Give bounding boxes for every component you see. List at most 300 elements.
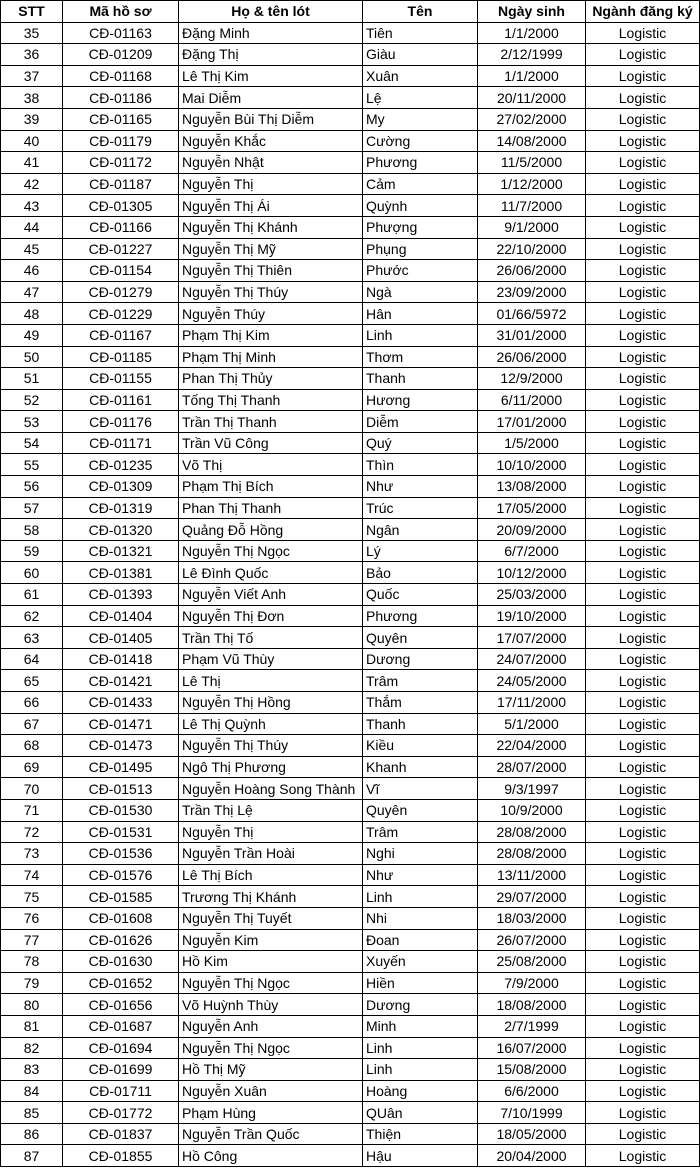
- cell-surname: Nguyễn Thị Ngọc: [179, 540, 363, 562]
- cell-birth-date: 19/10/2000: [478, 605, 586, 627]
- cell-birth-date: 1/5/2000: [478, 432, 586, 454]
- cell-stt: 84: [1, 1080, 63, 1102]
- cell-major: Logistic: [586, 303, 700, 325]
- cell-record-code: CĐ-01154: [63, 260, 179, 282]
- cell-major: Logistic: [586, 238, 700, 260]
- header-stt: STT: [1, 1, 63, 23]
- cell-birth-date: 26/06/2000: [478, 346, 586, 368]
- cell-record-code: CĐ-01187: [63, 173, 179, 195]
- cell-birth-date: 28/08/2000: [478, 821, 586, 843]
- cell-major: Logistic: [586, 929, 700, 951]
- cell-birth-date: 20/04/2000: [478, 1145, 586, 1167]
- cell-surname: Ngô Thị Phương: [179, 756, 363, 778]
- cell-surname: Lê Thị Bích: [179, 864, 363, 886]
- cell-birth-date: 23/09/2000: [478, 281, 586, 303]
- table-row: [1, 519, 700, 541]
- cell-major: Logistic: [586, 454, 700, 476]
- cell-surname: Nguyễn Thị Thiên: [179, 260, 363, 282]
- cell-birth-date: 6/6/2000: [478, 1080, 586, 1102]
- cell-first-name: My: [363, 108, 478, 130]
- cell-surname: Nguyễn Thị: [179, 821, 363, 843]
- cell-major: Logistic: [586, 1015, 700, 1037]
- cell-birth-date: 12/9/2000: [478, 368, 586, 390]
- cell-stt: 39: [1, 108, 63, 130]
- cell-birth-date: 11/7/2000: [478, 195, 586, 217]
- cell-record-code: CĐ-01536: [63, 843, 179, 865]
- cell-stt: 86: [1, 1123, 63, 1145]
- cell-record-code: CĐ-01172: [63, 152, 179, 174]
- cell-birth-date: 10/9/2000: [478, 799, 586, 821]
- cell-stt: 48: [1, 303, 63, 325]
- cell-surname: Đặng Minh: [179, 22, 363, 44]
- table-row: [1, 951, 700, 973]
- cell-record-code: CĐ-01699: [63, 1059, 179, 1081]
- cell-surname: Nguyễn Thị Ái: [179, 195, 363, 217]
- table-row: [1, 432, 700, 454]
- table-row: [1, 1080, 700, 1102]
- cell-birth-date: 28/08/2000: [478, 843, 586, 865]
- cell-first-name: Minh: [363, 1015, 478, 1037]
- table-row: [1, 994, 700, 1016]
- table-row: [1, 864, 700, 886]
- cell-major: Logistic: [586, 44, 700, 66]
- cell-surname: Nguyễn Thị Thúy: [179, 281, 363, 303]
- cell-surname: Quảng Đỗ Hồng: [179, 519, 363, 541]
- cell-first-name: Hân: [363, 303, 478, 325]
- cell-major: Logistic: [586, 432, 700, 454]
- cell-first-name: Linh: [363, 1059, 478, 1081]
- cell-stt: 64: [1, 648, 63, 670]
- cell-major: Logistic: [586, 605, 700, 627]
- cell-major: Logistic: [586, 1145, 700, 1167]
- cell-stt: 80: [1, 994, 63, 1016]
- cell-surname: Nguyễn Xuân: [179, 1080, 363, 1102]
- cell-stt: 60: [1, 562, 63, 584]
- cell-first-name: Lý: [363, 540, 478, 562]
- table-row: [1, 627, 700, 649]
- table-row: [1, 281, 700, 303]
- cell-major: Logistic: [586, 22, 700, 44]
- cell-surname: Nguyễn Trần Hoài: [179, 843, 363, 865]
- cell-major: Logistic: [586, 389, 700, 411]
- cell-birth-date: 6/7/2000: [478, 540, 586, 562]
- cell-birth-date: 17/01/2000: [478, 411, 586, 433]
- cell-record-code: CĐ-01495: [63, 756, 179, 778]
- table-row: [1, 324, 700, 346]
- cell-first-name: Giàu: [363, 44, 478, 66]
- cell-major: Logistic: [586, 260, 700, 282]
- cell-first-name: Xuyến: [363, 951, 478, 973]
- cell-record-code: CĐ-01433: [63, 692, 179, 714]
- cell-birth-date: 28/07/2000: [478, 756, 586, 778]
- cell-record-code: CĐ-01471: [63, 713, 179, 735]
- table-row: [1, 87, 700, 109]
- cell-birth-date: 13/11/2000: [478, 864, 586, 886]
- cell-major: Logistic: [586, 562, 700, 584]
- cell-major: Logistic: [586, 584, 700, 606]
- cell-record-code: CĐ-01626: [63, 929, 179, 951]
- cell-record-code: CĐ-01393: [63, 584, 179, 606]
- cell-stt: 79: [1, 972, 63, 994]
- cell-surname: Phạm Vũ Thùy: [179, 648, 363, 670]
- cell-surname: Phạm Thị Minh: [179, 346, 363, 368]
- cell-stt: 43: [1, 195, 63, 217]
- cell-record-code: CĐ-01171: [63, 432, 179, 454]
- cell-surname: Hồ Kim: [179, 951, 363, 973]
- cell-stt: 69: [1, 756, 63, 778]
- cell-record-code: CĐ-01166: [63, 216, 179, 238]
- cell-first-name: Thơm: [363, 346, 478, 368]
- cell-stt: 41: [1, 152, 63, 174]
- cell-surname: Nguyễn Thị Mỹ: [179, 238, 363, 260]
- cell-birth-date: 2/7/1999: [478, 1015, 586, 1037]
- cell-major: Logistic: [586, 476, 700, 498]
- cell-surname: Lê Thị Quỳnh: [179, 713, 363, 735]
- cell-major: Logistic: [586, 281, 700, 303]
- cell-birth-date: 26/06/2000: [478, 260, 586, 282]
- cell-first-name: Tiên: [363, 22, 478, 44]
- cell-first-name: Quỳnh: [363, 195, 478, 217]
- cell-record-code: CĐ-01229: [63, 303, 179, 325]
- table-row: [1, 1123, 700, 1145]
- cell-first-name: Cường: [363, 130, 478, 152]
- cell-stt: 50: [1, 346, 63, 368]
- table-row: [1, 605, 700, 627]
- cell-record-code: CĐ-01319: [63, 497, 179, 519]
- cell-first-name: Trúc: [363, 497, 478, 519]
- cell-record-code: CĐ-01404: [63, 605, 179, 627]
- cell-first-name: Quý: [363, 432, 478, 454]
- cell-surname: Nguyễn Thị Ngọc: [179, 1037, 363, 1059]
- cell-stt: 67: [1, 713, 63, 735]
- cell-first-name: Quyên: [363, 799, 478, 821]
- cell-first-name: Thắm: [363, 692, 478, 714]
- cell-major: Logistic: [586, 152, 700, 174]
- cell-birth-date: 9/1/2000: [478, 216, 586, 238]
- cell-birth-date: 1/1/2000: [478, 22, 586, 44]
- header-record-code: Mã hồ sơ: [63, 1, 179, 23]
- table-row: [1, 584, 700, 606]
- cell-stt: 54: [1, 432, 63, 454]
- cell-stt: 36: [1, 44, 63, 66]
- cell-first-name: Quyên: [363, 627, 478, 649]
- cell-birth-date: 25/03/2000: [478, 584, 586, 606]
- cell-major: Logistic: [586, 87, 700, 109]
- table-row: [1, 799, 700, 821]
- cell-stt: 56: [1, 476, 63, 498]
- cell-birth-date: 20/09/2000: [478, 519, 586, 541]
- table-row: [1, 476, 700, 498]
- cell-surname: Nguyễn Thị Hồng: [179, 692, 363, 714]
- table-row: [1, 411, 700, 433]
- cell-stt: 38: [1, 87, 63, 109]
- table-row: [1, 238, 700, 260]
- cell-stt: 40: [1, 130, 63, 152]
- cell-first-name: Hoàng: [363, 1080, 478, 1102]
- cell-first-name: Phương: [363, 152, 478, 174]
- cell-surname: Trần Thị Thanh: [179, 411, 363, 433]
- cell-first-name: Vĩ: [363, 778, 478, 800]
- cell-surname: Nguyễn Kim: [179, 929, 363, 951]
- cell-major: Logistic: [586, 519, 700, 541]
- cell-surname: Nguyễn Thị Thúy: [179, 735, 363, 757]
- cell-first-name: Kiều: [363, 735, 478, 757]
- cell-birth-date: 17/11/2000: [478, 692, 586, 714]
- cell-birth-date: 17/05/2000: [478, 497, 586, 519]
- cell-major: Logistic: [586, 735, 700, 757]
- cell-birth-date: 15/08/2000: [478, 1059, 586, 1081]
- cell-birth-date: 10/10/2000: [478, 454, 586, 476]
- table-row: [1, 692, 700, 714]
- cell-major: Logistic: [586, 692, 700, 714]
- cell-record-code: CĐ-01176: [63, 411, 179, 433]
- cell-surname: Nguyễn Thúy: [179, 303, 363, 325]
- cell-birth-date: 5/1/2000: [478, 713, 586, 735]
- cell-first-name: Hương: [363, 389, 478, 411]
- cell-stt: 44: [1, 216, 63, 238]
- cell-stt: 87: [1, 1145, 63, 1167]
- cell-birth-date: 14/08/2000: [478, 130, 586, 152]
- cell-surname: Nguyễn Thị: [179, 173, 363, 195]
- cell-major: Logistic: [586, 173, 700, 195]
- cell-birth-date: 2/12/1999: [478, 44, 586, 66]
- table-row: [1, 216, 700, 238]
- cell-birth-date: 27/02/2000: [478, 108, 586, 130]
- cell-stt: 68: [1, 735, 63, 757]
- cell-record-code: CĐ-01161: [63, 389, 179, 411]
- cell-stt: 49: [1, 324, 63, 346]
- cell-birth-date: 10/12/2000: [478, 562, 586, 584]
- cell-major: Logistic: [586, 540, 700, 562]
- cell-stt: 83: [1, 1059, 63, 1081]
- cell-record-code: CĐ-01405: [63, 627, 179, 649]
- cell-major: Logistic: [586, 907, 700, 929]
- cell-record-code: CĐ-01279: [63, 281, 179, 303]
- cell-first-name: Ngà: [363, 281, 478, 303]
- cell-major: Logistic: [586, 108, 700, 130]
- cell-surname: Phan Thị Thủy: [179, 368, 363, 390]
- cell-record-code: CĐ-01418: [63, 648, 179, 670]
- cell-major: Logistic: [586, 627, 700, 649]
- cell-surname: Hồ Thị Mỹ: [179, 1059, 363, 1081]
- table-row: [1, 670, 700, 692]
- cell-major: Logistic: [586, 1037, 700, 1059]
- cell-stt: 65: [1, 670, 63, 692]
- cell-surname: Phạm Thị Bích: [179, 476, 363, 498]
- header-surname: Họ & tên lót: [179, 1, 363, 23]
- cell-record-code: CĐ-01687: [63, 1015, 179, 1037]
- cell-birth-date: 29/07/2000: [478, 886, 586, 908]
- cell-record-code: CĐ-01227: [63, 238, 179, 260]
- cell-major: Logistic: [586, 324, 700, 346]
- cell-stt: 73: [1, 843, 63, 865]
- cell-record-code: CĐ-01209: [63, 44, 179, 66]
- cell-birth-date: 18/03/2000: [478, 907, 586, 929]
- cell-first-name: Dương: [363, 648, 478, 670]
- cell-birth-date: 1/12/2000: [478, 173, 586, 195]
- cell-record-code: CĐ-01585: [63, 886, 179, 908]
- cell-surname: Trần Vũ Công: [179, 432, 363, 454]
- cell-first-name: Đoan: [363, 929, 478, 951]
- table-row: [1, 173, 700, 195]
- cell-surname: Lê Thị: [179, 670, 363, 692]
- cell-stt: 51: [1, 368, 63, 390]
- cell-birth-date: 24/07/2000: [478, 648, 586, 670]
- header-major: Ngành đăng ký: [586, 1, 700, 23]
- cell-record-code: CĐ-01421: [63, 670, 179, 692]
- cell-record-code: CĐ-01185: [63, 346, 179, 368]
- cell-record-code: CĐ-01711: [63, 1080, 179, 1102]
- table-row: [1, 648, 700, 670]
- header-birth-date: Ngày sinh: [478, 1, 586, 23]
- cell-stt: 62: [1, 605, 63, 627]
- cell-surname: Nguyễn Hoàng Song Thành: [179, 778, 363, 800]
- cell-surname: Nguyễn Viết Anh: [179, 584, 363, 606]
- header-row: [1, 1, 700, 23]
- cell-surname: Nguyễn Anh: [179, 1015, 363, 1037]
- cell-first-name: Như: [363, 476, 478, 498]
- cell-major: Logistic: [586, 648, 700, 670]
- table-row: [1, 1059, 700, 1081]
- cell-first-name: Như: [363, 864, 478, 886]
- cell-surname: Nguyễn Nhật: [179, 152, 363, 174]
- cell-surname: Nguyễn Thị Đơn: [179, 605, 363, 627]
- cell-stt: 45: [1, 238, 63, 260]
- cell-surname: Tống Thị Thanh: [179, 389, 363, 411]
- cell-surname: Nguyễn Thị Tuyết: [179, 907, 363, 929]
- cell-major: Logistic: [586, 1102, 700, 1124]
- cell-first-name: Linh: [363, 886, 478, 908]
- table-row: [1, 346, 700, 368]
- cell-first-name: Ngân: [363, 519, 478, 541]
- cell-stt: 37: [1, 65, 63, 87]
- cell-stt: 42: [1, 173, 63, 195]
- cell-record-code: CĐ-01168: [63, 65, 179, 87]
- cell-record-code: CĐ-01186: [63, 87, 179, 109]
- cell-surname: Võ Huỳnh Thùy: [179, 994, 363, 1016]
- cell-major: Logistic: [586, 368, 700, 390]
- table-row: [1, 497, 700, 519]
- cell-record-code: CĐ-01473: [63, 735, 179, 757]
- table-row: [1, 130, 700, 152]
- cell-first-name: Phượng: [363, 216, 478, 238]
- cell-major: Logistic: [586, 346, 700, 368]
- cell-first-name: Phước: [363, 260, 478, 282]
- cell-major: Logistic: [586, 65, 700, 87]
- cell-surname: Võ Thị: [179, 454, 363, 476]
- table-row: [1, 1102, 700, 1124]
- table-row: [1, 713, 700, 735]
- cell-birth-date: 1/1/2000: [478, 65, 586, 87]
- cell-surname: Trương Thị Khánh: [179, 886, 363, 908]
- cell-major: Logistic: [586, 497, 700, 519]
- cell-birth-date: 7/9/2000: [478, 972, 586, 994]
- table-row: [1, 1145, 700, 1167]
- cell-first-name: Trâm: [363, 670, 478, 692]
- cell-record-code: CĐ-01608: [63, 907, 179, 929]
- cell-major: Logistic: [586, 1080, 700, 1102]
- table-row: [1, 843, 700, 865]
- cell-record-code: CĐ-01530: [63, 799, 179, 821]
- cell-birth-date: 7/10/1999: [478, 1102, 586, 1124]
- cell-birth-date: 24/05/2000: [478, 670, 586, 692]
- cell-surname: Lê Đình Quốc: [179, 562, 363, 584]
- cell-stt: 35: [1, 22, 63, 44]
- table-row: [1, 562, 700, 584]
- cell-major: Logistic: [586, 670, 700, 692]
- cell-stt: 77: [1, 929, 63, 951]
- cell-major: Logistic: [586, 972, 700, 994]
- cell-first-name: Cảm: [363, 173, 478, 195]
- cell-surname: Lê Thị Kim: [179, 65, 363, 87]
- cell-surname: Phan Thị Thanh: [179, 497, 363, 519]
- cell-birth-date: 11/5/2000: [478, 152, 586, 174]
- cell-stt: 71: [1, 799, 63, 821]
- cell-record-code: CĐ-01837: [63, 1123, 179, 1145]
- cell-stt: 78: [1, 951, 63, 973]
- cell-first-name: Thiện: [363, 1123, 478, 1145]
- cell-first-name: Linh: [363, 324, 478, 346]
- cell-record-code: CĐ-01652: [63, 972, 179, 994]
- cell-record-code: CĐ-01179: [63, 130, 179, 152]
- cell-stt: 82: [1, 1037, 63, 1059]
- cell-birth-date: 13/08/2000: [478, 476, 586, 498]
- cell-stt: 76: [1, 907, 63, 929]
- cell-birth-date: 18/05/2000: [478, 1123, 586, 1145]
- table-row: [1, 65, 700, 87]
- cell-first-name: Xuân: [363, 65, 478, 87]
- table-row: [1, 756, 700, 778]
- cell-first-name: Phụng: [363, 238, 478, 260]
- header-first-name: Tên: [363, 1, 478, 23]
- cell-first-name: Dương: [363, 994, 478, 1016]
- cell-record-code: CĐ-01320: [63, 519, 179, 541]
- cell-surname: Trần Thị Tố: [179, 627, 363, 649]
- cell-first-name: QUân: [363, 1102, 478, 1124]
- table-row: [1, 303, 700, 325]
- cell-first-name: Phương: [363, 605, 478, 627]
- cell-record-code: CĐ-01309: [63, 476, 179, 498]
- cell-surname: Phạm Thị Kim: [179, 324, 363, 346]
- table-row: [1, 778, 700, 800]
- cell-major: Logistic: [586, 411, 700, 433]
- cell-major: Logistic: [586, 886, 700, 908]
- cell-stt: 57: [1, 497, 63, 519]
- table-row: [1, 108, 700, 130]
- cell-birth-date: 9/3/1997: [478, 778, 586, 800]
- table-row: [1, 368, 700, 390]
- cell-surname: Nguyễn Bùi Thị Diễm: [179, 108, 363, 130]
- cell-stt: 55: [1, 454, 63, 476]
- cell-surname: Nguyễn Trần Quốc: [179, 1123, 363, 1145]
- cell-record-code: CĐ-01167: [63, 324, 179, 346]
- cell-surname: Trần Thị Lệ: [179, 799, 363, 821]
- cell-first-name: Thanh: [363, 713, 478, 735]
- cell-surname: Nguyễn Thị Khánh: [179, 216, 363, 238]
- cell-record-code: CĐ-01630: [63, 951, 179, 973]
- table-row: [1, 1037, 700, 1059]
- cell-birth-date: 22/10/2000: [478, 238, 586, 260]
- cell-first-name: Khanh: [363, 756, 478, 778]
- cell-birth-date: 31/01/2000: [478, 324, 586, 346]
- cell-major: Logistic: [586, 1059, 700, 1081]
- cell-record-code: CĐ-01305: [63, 195, 179, 217]
- cell-stt: 81: [1, 1015, 63, 1037]
- cell-stt: 72: [1, 821, 63, 843]
- table-body: [1, 22, 700, 1166]
- cell-surname: Nguyễn Thị Ngọc: [179, 972, 363, 994]
- cell-first-name: Bảo: [363, 562, 478, 584]
